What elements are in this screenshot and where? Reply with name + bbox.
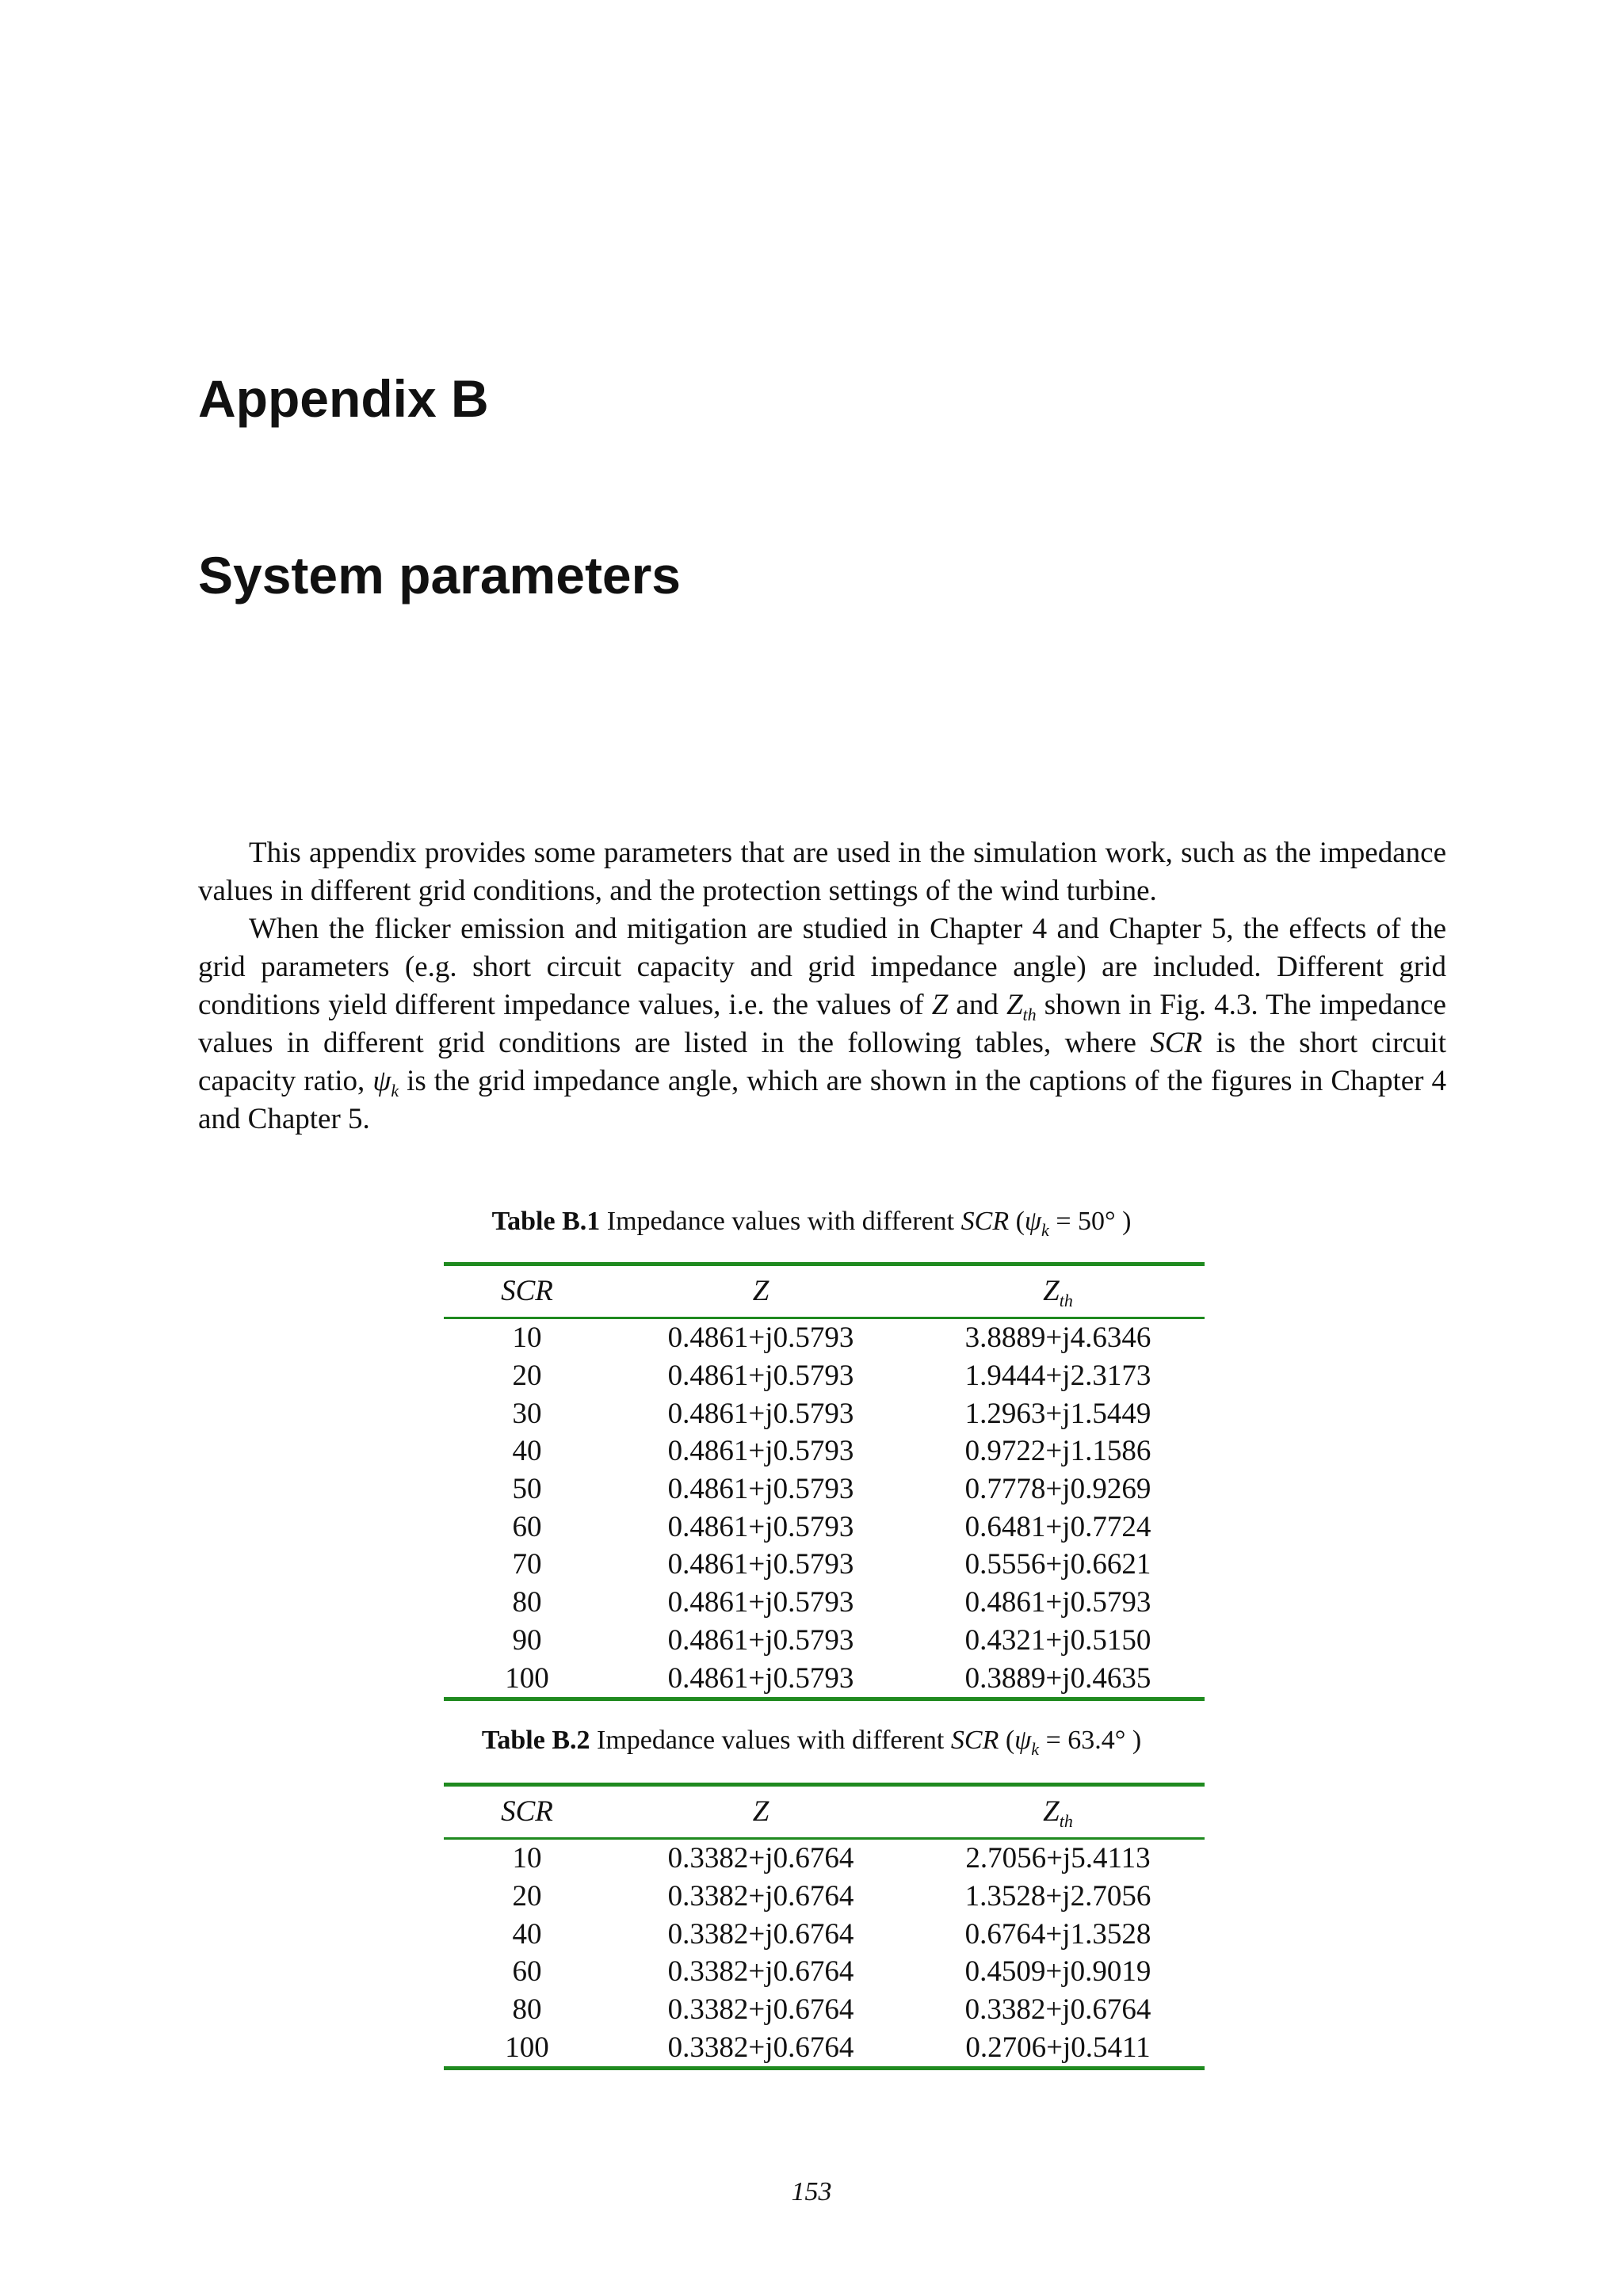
- z-cell: 0.4861+j0.5793: [667, 1623, 854, 1657]
- table-b1-caption: Table B.1 Impedance values with different SCR ($\psi_k = 50^\circ$ ): [491, 1207, 1132, 1240]
- scr-cell: 60: [512, 1510, 542, 1543]
- page-number: 153: [791, 2177, 832, 2206]
- zth-cell: 0.3382+j0.6764: [964, 1993, 1151, 2027]
- z-cell: 0.4861+j0.5793: [667, 1360, 854, 1393]
- paragraph-1: This appendix provides some parameters that are used in the simulation work, such as the impedance values in different grid conditions, and the protection settings of the wind turbine.: [198, 837, 1446, 907]
- body-text: [198, 834, 1446, 1138]
- z-cell: 0.4861+j0.5793: [667, 1548, 854, 1581]
- scr-cell: 70: [512, 1548, 542, 1581]
- z-cell: 0.3382+j0.6764: [667, 1842, 854, 1875]
- scr-cell: 20: [512, 1880, 542, 1913]
- table-row: [444, 1508, 1205, 1546]
- table-row: [444, 1318, 1205, 1357]
- z-cell: 0.4861+j0.5793: [667, 1510, 854, 1543]
- header-zth: $Z_{th}$: [911, 1264, 1205, 1318]
- table-row: [444, 1470, 1205, 1508]
- zth-cell: 0.7778+j0.9269: [964, 1473, 1151, 1506]
- zth-cell: 0.6481+j0.7724: [964, 1510, 1151, 1543]
- section-title: System parameters: [198, 546, 682, 605]
- z-cell: 0.4861+j0.5793: [667, 1397, 854, 1430]
- table-row: [444, 2028, 1205, 2068]
- table-row: [444, 1659, 1205, 1699]
- scr-cell: 10: [512, 1842, 542, 1875]
- scr-cell: 40: [512, 1435, 542, 1468]
- zth-cell: 0.5556+j0.6621: [964, 1548, 1151, 1581]
- table-row: [444, 1357, 1205, 1395]
- scr-cell: 40: [512, 1917, 542, 1951]
- table-row: [444, 1394, 1205, 1432]
- scr-cell: 60: [512, 1955, 542, 1989]
- table-row: [444, 1878, 1205, 1916]
- z-cell: 0.4861+j0.5793: [667, 1473, 854, 1506]
- scr-cell: 30: [512, 1397, 542, 1430]
- table-row: [444, 1546, 1205, 1584]
- zth-cell: 0.4861+j0.5793: [964, 1586, 1151, 1619]
- paragraph-2: When the flicker emission and mitigation are studied in Chapter 4 and Chapter 5, the effects of the grid parameters (e.g. short circuit capacity and grid impedance angle) are included. Different grid conditions yield different impedance values, i.e. the values of Z and $Z_{th}$ shown in Fig. 4.3. The impedance values in different grid conditions are listed in the following tables, where SCR is the short circuit capacity ratio, $\psi_k$ is the grid impedance angle, which are shown in the captions of the figures in Chapter 4 and Chapter 5.: [198, 913, 1446, 1135]
- table-row: [444, 1584, 1205, 1622]
- zth-cell: 1.9444+j2.3173: [964, 1360, 1151, 1393]
- table-row: [444, 1839, 1205, 1878]
- table-row: [444, 1622, 1205, 1660]
- z-cell: 0.3382+j0.6764: [667, 1955, 854, 1989]
- table-b1: [444, 1262, 1205, 1701]
- appendix-heading: Appendix B: [198, 369, 489, 428]
- header-z: Z: [610, 1785, 911, 1839]
- scr-cell: 20: [512, 1360, 542, 1393]
- zth-cell: 2.7056+j5.4113: [965, 1842, 1151, 1875]
- table-row: [444, 1915, 1205, 1953]
- z-cell: 0.3382+j0.6764: [667, 1993, 854, 2027]
- header-scr: SCR: [444, 1785, 610, 1839]
- scr-cell: 90: [512, 1623, 542, 1657]
- table-row: [444, 1991, 1205, 2029]
- table-row: [444, 1432, 1205, 1470]
- zth-cell: 1.3528+j2.7056: [964, 1880, 1151, 1913]
- zth-cell: 3.8889+j4.6346: [964, 1322, 1151, 1355]
- scr-cell: 50: [512, 1473, 542, 1506]
- header-zth: $Z_{th}$: [911, 1785, 1205, 1839]
- table-row: [444, 1953, 1205, 1991]
- z-cell: 0.4861+j0.5793: [667, 1435, 854, 1468]
- z-cell: 0.3382+j0.6764: [667, 1880, 854, 1913]
- symbol-z: Z: [931, 989, 949, 1021]
- zth-cell: 1.2963+j1.5449: [964, 1397, 1151, 1430]
- scr-cell: 100: [444, 2028, 610, 2068]
- zth-cell: 0.6764+j1.3528: [964, 1917, 1151, 1951]
- zth-cell: 0.4509+j0.9019: [964, 1955, 1151, 1989]
- scr-cell: 80: [512, 1586, 542, 1619]
- symbol-zth: Z: [1006, 989, 1023, 1021]
- table-b2: [444, 1783, 1205, 2070]
- scr-cell: 100: [444, 1659, 610, 1699]
- z-cell: 0.3382+j0.6764: [667, 1917, 854, 1951]
- z-cell: 0.4861+j0.5793: [610, 1659, 911, 1699]
- header-scr: SCR: [444, 1264, 610, 1318]
- zth-cell: 0.9722+j1.1586: [964, 1435, 1151, 1468]
- zth-cell: 0.4321+j0.5150: [964, 1623, 1151, 1657]
- header-z: Z: [610, 1264, 911, 1318]
- table-b2-caption: Table B.2 Impedance values with different SCR ($\psi_k = 63.4^\circ$ ): [481, 1726, 1142, 1759]
- scr-cell: 80: [512, 1993, 542, 2027]
- symbol-scr: SCR: [1150, 1027, 1203, 1059]
- zth-cell: 0.3889+j0.4635: [911, 1659, 1205, 1699]
- z-cell: 0.3382+j0.6764: [610, 2028, 911, 2068]
- z-cell: 0.4861+j0.5793: [667, 1586, 854, 1619]
- z-cell: 0.4861+j0.5793: [667, 1322, 854, 1355]
- symbol-psi-k: ψ: [372, 1065, 391, 1097]
- zth-cell: 0.2706+j0.5411: [911, 2028, 1205, 2068]
- scr-cell: 10: [512, 1322, 542, 1355]
